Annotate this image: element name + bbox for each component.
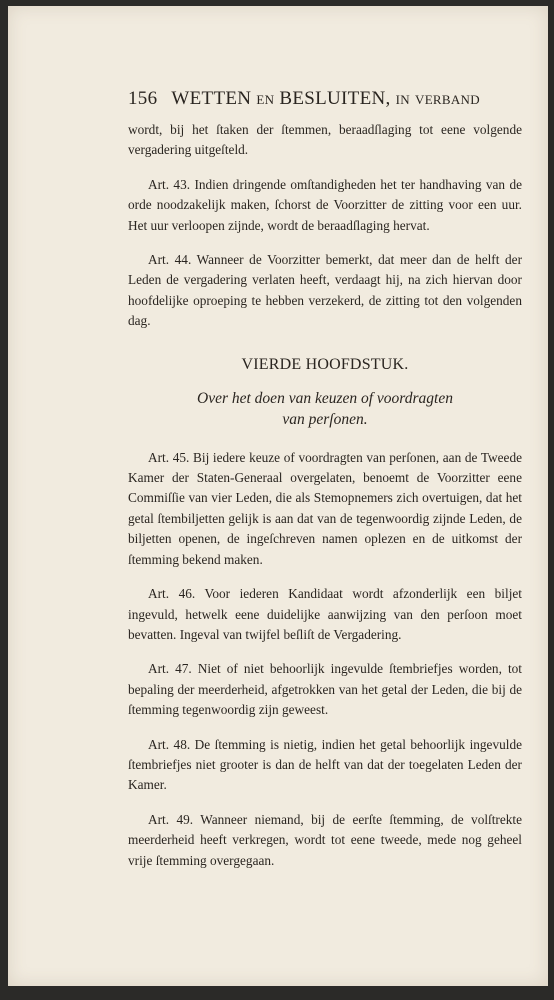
header-title-en: EN [256, 92, 275, 107]
article-label: Art. 45. [148, 449, 190, 465]
article-49 [128, 810, 522, 871]
book-page [8, 6, 548, 986]
article-label: Art. 47. [148, 661, 192, 677]
header-title-wetten: WETTEN [171, 88, 252, 109]
article-46 [128, 584, 522, 645]
article-text: Wanneer niemand, bij de eerſte ſtemming, de volſtrekte meerderheid heeft verkregen, wordt tot eene tweede, mede nog geheel vrije ſtemming overgegaan. [128, 811, 522, 868]
article-text: Wanneer de Voorzitter bemerkt, dat meer dan de helft der Leden de vergadering verlaten heeft, verdaagt hij, na zich hiervan door hoofdelijke oproeping te hebben verzekerd, de zitting tot den volgenden dag. [128, 252, 523, 329]
header-title-besluiten: BESLUITEN, [279, 88, 391, 109]
article-label: Art. 48. [148, 736, 191, 752]
page-content [128, 88, 522, 871]
continuation-text: wordt, bij het ſtaken der ſtemmen, beraadſlaging tot eene volgende vergadering uitgeſteld. [128, 122, 522, 158]
article-label: Art. 46. [148, 586, 196, 602]
article-text: Bij iedere keuze of voordragten van perſonen, aan de Tweede Kamer der Staten-Generaal overgelaten, benoemt de Voorzitter eene Commiſſie van vier Leden, die als Stemopnemers zich overtuigen, dat het getal ſtembiljetten gelijk is aan dat van de tegenwoordig zijnde Leden, de biljetten openen, de ingeſchreven namen oplezen en de uitkomst der ſtemming bekend maken. [128, 449, 523, 567]
article-label: Art. 49. [148, 811, 194, 827]
article-text: Indien dringende omſtandigheden het ter handhaving van de orde noodzakelijk maken, ſchorst de Voorzitter de zitting voor een uur. Het uur verloopen zijnde, wordt de beraadſlaging hervat. [128, 176, 522, 233]
article-text: Voor iederen Kandidaat wordt afzonderlijk een biljet ingevuld, hetwelk eene duidelijke aanwijzing van den perſoon moet bevatten. Ingeval van twijfel beſliſt de Vergadering. [128, 586, 522, 642]
article-text: De ſtemming is nietig, indien het getal behoorlijk ingevulde ſtembriefjes niet grooter is dan de helft van dat der toegelaten Leden der Kamer. [128, 736, 522, 793]
article-44 [128, 250, 522, 332]
article-48 [128, 735, 522, 796]
article-label: Art. 43. [148, 176, 191, 192]
article-45 [128, 448, 522, 570]
article-text: Niet of niet behoorlijk ingevulde ſtembriefjes worden, tot bepaling der meerderheid, afgetrokken van het getal der Leden, die bij de ſtemming tegenwoordig zijn geweest. [128, 661, 522, 718]
article-label: Art. 44. [148, 252, 192, 268]
header-title-in: IN [395, 92, 410, 107]
chapter-subtitle [128, 388, 522, 430]
article-43 [128, 175, 522, 236]
running-header [128, 88, 522, 110]
chapter-subtitle-line1: Over het doen van keuzen of voordragten [197, 389, 453, 407]
article-47 [128, 659, 522, 720]
page-number: 156 [128, 88, 158, 109]
chapter-heading: VIERDE HOOFDSTUK. [241, 355, 409, 373]
chapter-subtitle-line2: van perſonen. [282, 410, 368, 428]
header-title-verband: VERBAND [415, 92, 480, 107]
